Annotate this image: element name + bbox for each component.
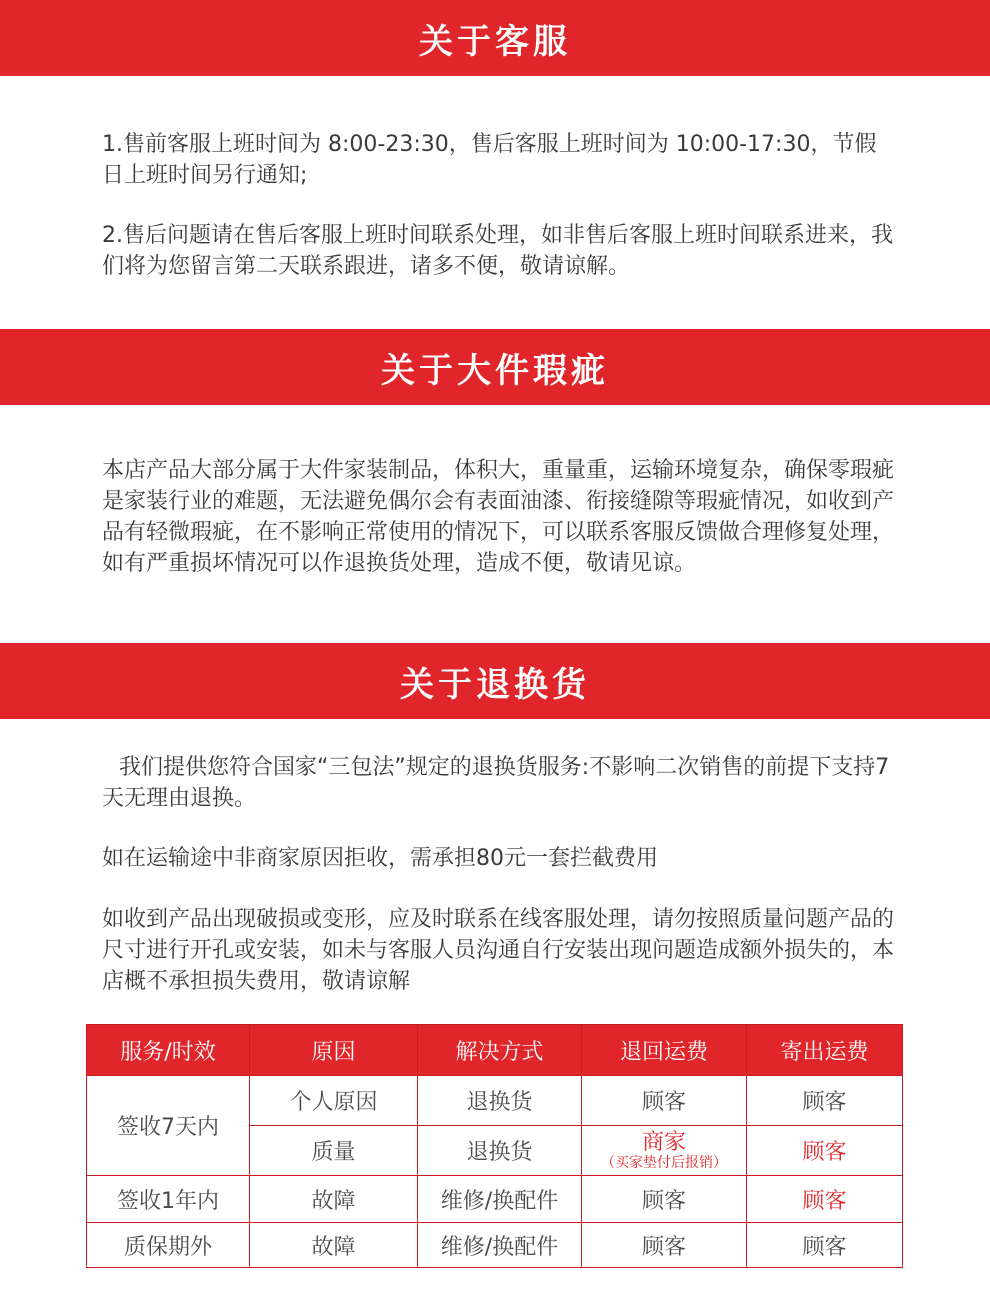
return-fee-note: （买家垫付后报销） [601, 1154, 727, 1171]
cell-reason: 质量 [250, 1126, 418, 1176]
cell-solution: 退换货 [418, 1126, 582, 1176]
return-fee-merchant: 商家 [641, 1129, 686, 1155]
table-row [87, 1176, 903, 1223]
cell-solution: 维修/换配件 [418, 1223, 582, 1268]
header-service-period: 服务/时效 [87, 1025, 250, 1076]
returns-paragraph-1: 我们提供您符合国家“三包法”规定的退换货服务:不影响二次销售的前提下支持7天无理由退换。 [102, 755, 890, 811]
section-title-customer-service: 关于客服 [0, 0, 990, 76]
returns-paragraph-2: 如在运输途中非商家原因拒收，需承担80元一套拦截费用 [102, 846, 658, 871]
cell-period: 签收7天内 [87, 1076, 250, 1176]
header-return-fee: 退回运费 [582, 1025, 747, 1076]
table-header-row [87, 1025, 903, 1076]
customer-service-paragraph-2: 2.售后问题请在售后客服上班时间联系处理，如非售后客服上班时间联系进来，我们将为您留言第二天联系跟进，诸多不便，敬请谅解。 [102, 223, 893, 279]
cell-period: 质保期外 [87, 1223, 250, 1268]
table-row [87, 1076, 903, 1126]
header-solution: 解决方式 [418, 1025, 582, 1076]
cell-ship-fee: 顾客 [747, 1223, 903, 1268]
cell-return-fee: 顾客 [582, 1176, 747, 1223]
cell-return-fee: 顾客 [582, 1076, 747, 1126]
defects-paragraph: 本店产品大部分属于大件家装制品，体积大，重量重，运输环境复杂，确保零瑕疵是家装行业的难题，无法避免偶尔会有表面油漆、衔接缝隙等瑕疵情况，如收到产品有轻微瑕疵，在不影响正常使用的情况下，可以联系客服反馈做合理修复处理，如有严重损坏情况可以作退换货处理，造成不便，敬请见谅。 [102, 458, 895, 576]
customer-service-paragraph-1: 1.售前客服上班时间为 8:00-23:30，售后客服上班时间为 10:00-17:30，节假日上班时间另行通知; [102, 132, 877, 188]
cell-return-fee [582, 1126, 747, 1176]
cell-return-fee: 顾客 [582, 1223, 747, 1268]
service-policy-table [86, 1024, 903, 1268]
section-title-large-item-defects: 关于大件瑕疵 [0, 329, 990, 405]
table-row [87, 1223, 903, 1268]
section-title-returns: 关于退换货 [0, 643, 990, 719]
cell-period: 签收1年内 [87, 1176, 250, 1223]
cell-ship-fee: 顾客 [747, 1076, 903, 1126]
returns-paragraph-3: 如收到产品出现破损或变形，应及时联系在线客服处理，请勿按照质量问题产品的尺寸进行开孔或安装，如未与客服人员沟通自行安装出现问题造成额外损失的，本店概不承担损失费用，敬请谅解 [102, 907, 895, 994]
header-ship-fee: 寄出运费 [747, 1025, 903, 1076]
cell-solution: 退换货 [418, 1076, 582, 1126]
cell-reason: 个人原因 [250, 1076, 418, 1126]
cell-solution: 维修/换配件 [418, 1176, 582, 1223]
cell-ship-fee: 顾客 [747, 1176, 903, 1223]
header-reason: 原因 [250, 1025, 418, 1076]
cell-reason: 故障 [250, 1223, 418, 1268]
cell-reason: 故障 [250, 1176, 418, 1223]
cell-ship-fee: 顾客 [747, 1126, 903, 1176]
